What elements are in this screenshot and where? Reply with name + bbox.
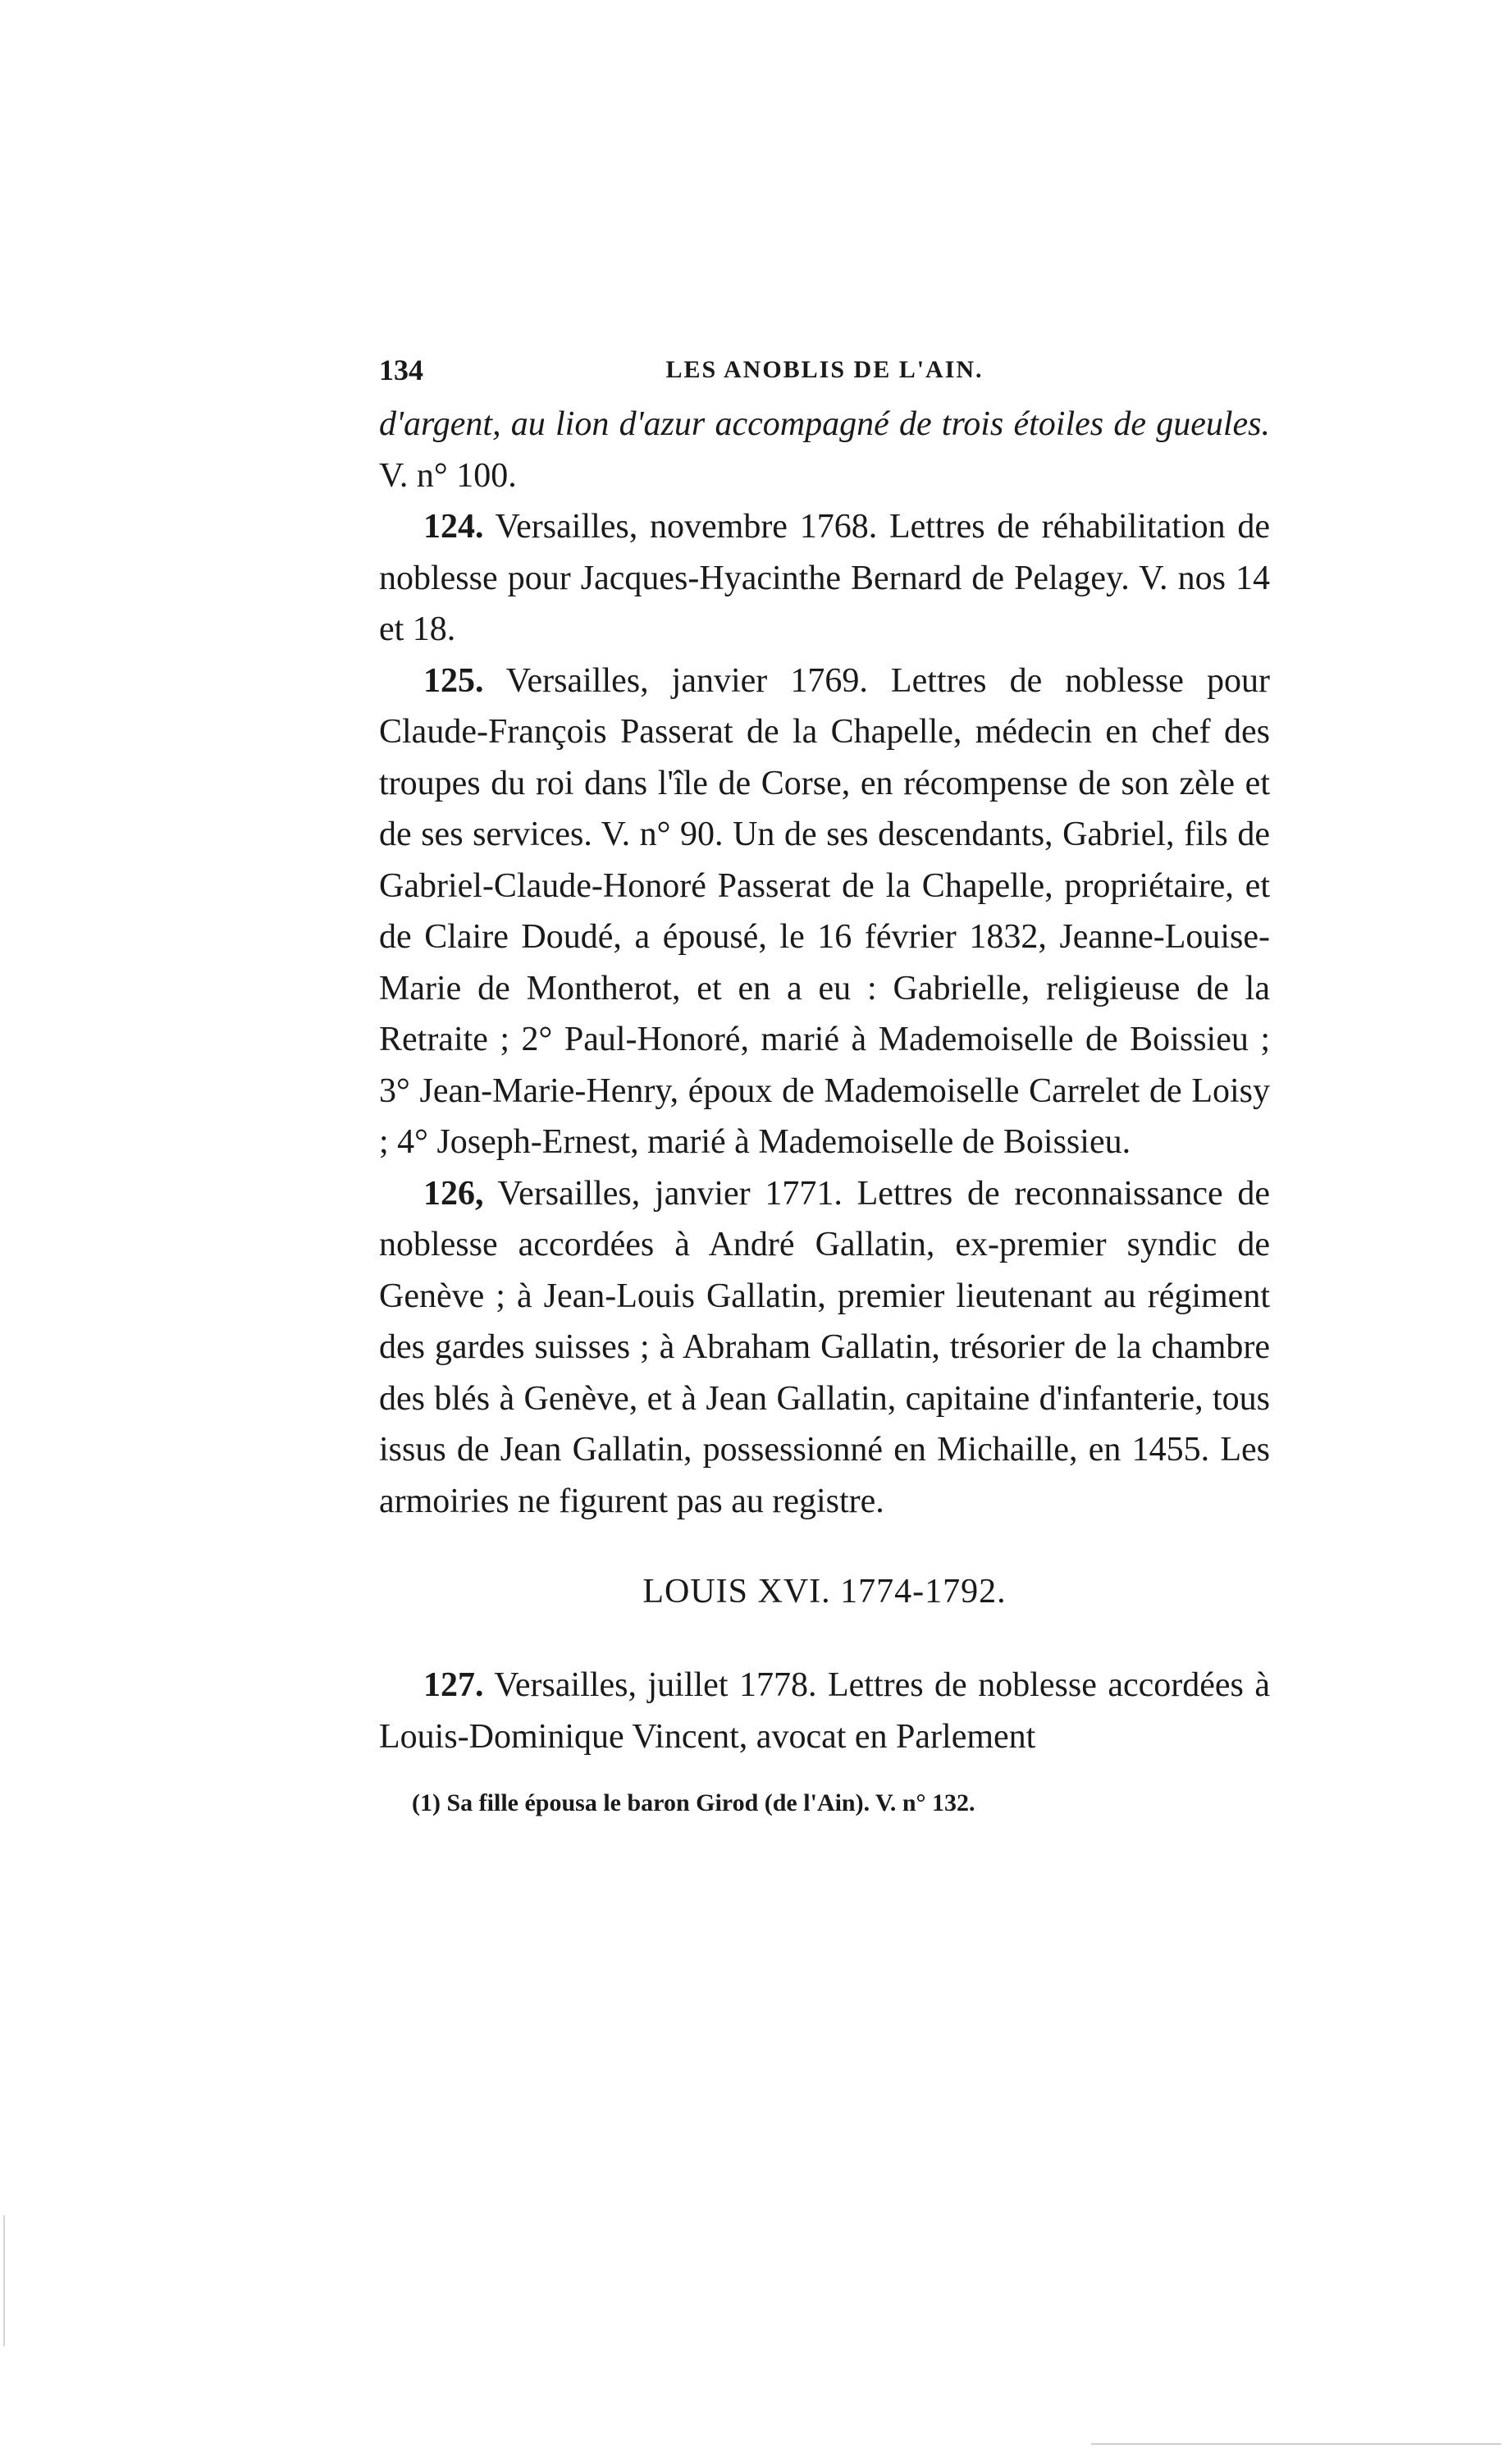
footnote: (1) Sa fille épousa le baron Girod (de l'Ain). V. n° 132. [412,1789,975,1816]
entry-126 [379,1168,1270,1528]
scan-edge-mark [3,2215,5,2346]
cross-reference: V. n° 100. [379,456,517,495]
entry-number: 127. [423,1666,484,1704]
entry-127 [379,1660,1270,1762]
entry-number: 126, [423,1174,484,1213]
body-text [379,399,1270,1762]
entry-text: Versailles, janvier 1769. Lettres de noblesse pour Claude-François Passerat de la Chapelle, médecin en chef des troupes du roi dans l'île de Corse, en récompense de son zèle et de ses services. V. n° 90. Un de ses descendants, Gabriel, fils de Gabriel-Claude-Honoré Passerat de la Chapelle, propriétaire, et de Claire Doudé, a épousé, le 16 février 1832, Jeanne-Louise-Marie de Montherot, et en a eu : Gabrielle, religieuse de la Retraite ; 2° Paul-Honoré, marié à Mademoiselle de Boissieu ; 3° Jean-Marie-Henry, époux de Mademoiselle Carrelet de Loisy ; 4° Joseph-Ernest, marié à Mademoiselle de Boissieu. [379,661,1270,1161]
paragraph-continuation [379,399,1270,501]
blazon-text: d'argent, au lion d'azur accompagné de trois étoiles de gueules. [379,405,1270,443]
entry-text: Versailles, novembre 1768. Lettres de réhabilitation de noblesse pour Jacques-Hyacinthe Bernard de Pelagey. V. nos 14 et 18. [379,508,1270,648]
entry-text: Versailles, juillet 1778. Lettres de noblesse accordées à Louis-Dominique Vincent, avocat en Parlement [379,1666,1270,1756]
book-page [379,353,1270,1821]
entry-number: 125. [423,661,484,700]
running-head [379,353,1270,399]
entry-125 [379,656,1270,1168]
page-number: 134 [379,354,423,386]
running-title: LES ANOBLIS DE L'AIN. [665,356,984,383]
entry-text: Versailles, janvier 1771. Lettres de reconnaissance de noblesse accordées à André Gallatin, ex-premier syndic de Genève ; à Jean-Louis Gallatin, premier lieutenant au régiment des gardes suisses ; à Abraham Gallatin, trésorier de la chambre des blés à Genève, et à Jean Gallatin, capitaine d'infanterie, tous issus de Jean Gallatin, possessionné en Michaille, en 1455. Les armoiries ne figurent pas au registre. [379,1174,1270,1520]
entry-124 [379,501,1270,656]
scan-bottom-rule [1091,2443,1501,2445]
section-heading: LOUIS XVI. 1774-1792. [642,1573,1007,1610]
entry-number: 124. [423,508,484,546]
